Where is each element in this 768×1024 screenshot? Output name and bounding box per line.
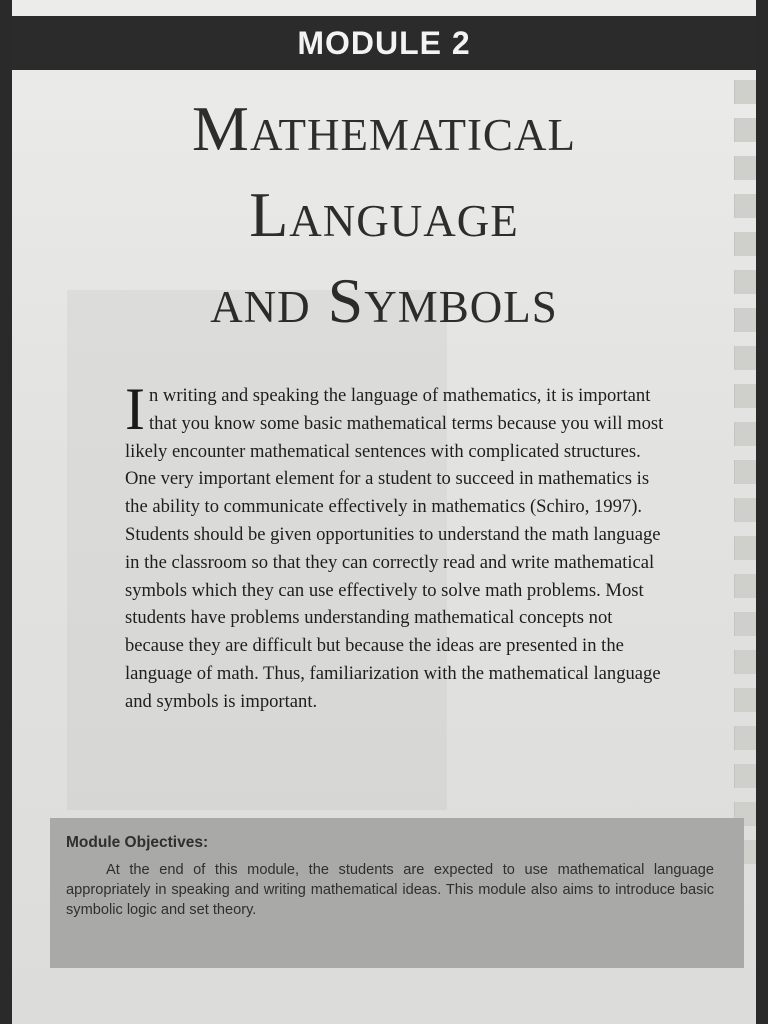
module-label: MODULE 2 <box>297 24 471 61</box>
title-line-3: and Symbols <box>210 265 558 336</box>
module-header-bar <box>12 16 756 70</box>
intro-text: n writing and speaking the language of mathematics, it is important that you know some basic mathematical terms because you will most likely encounter mathematical sentences with complicated structures. One very important element for a student to succeed in mathematics is the ability to communicate effectively in mathematics (Schiro, 1997). Students should be given opportunities to understand the math language in the classroom so that they can correctly read and write mathematical symbols which they can use effectively to solve math problems. Most students have problems understanding mathematical concepts not because they are difficult but because the ideas are presented in the language of math. Thus, familiarization with the mathematical language and symbols is important. <box>125 385 664 712</box>
objectives-text: At the end of this module, the students are expected to use mathematical language appropriately in speaking and writing mathematical ideas. This module also aims to introduce basic symbolic logic and set theory. <box>66 862 714 918</box>
page-edge-tabs <box>734 80 756 940</box>
module-objectives-box <box>50 818 744 968</box>
title-line-1: Mathematical <box>192 93 576 164</box>
title-line-2: Language <box>249 179 519 250</box>
intro-paragraph <box>125 376 665 716</box>
objectives-heading: Module Objectives: <box>66 834 209 851</box>
drop-cap: I <box>125 376 145 442</box>
